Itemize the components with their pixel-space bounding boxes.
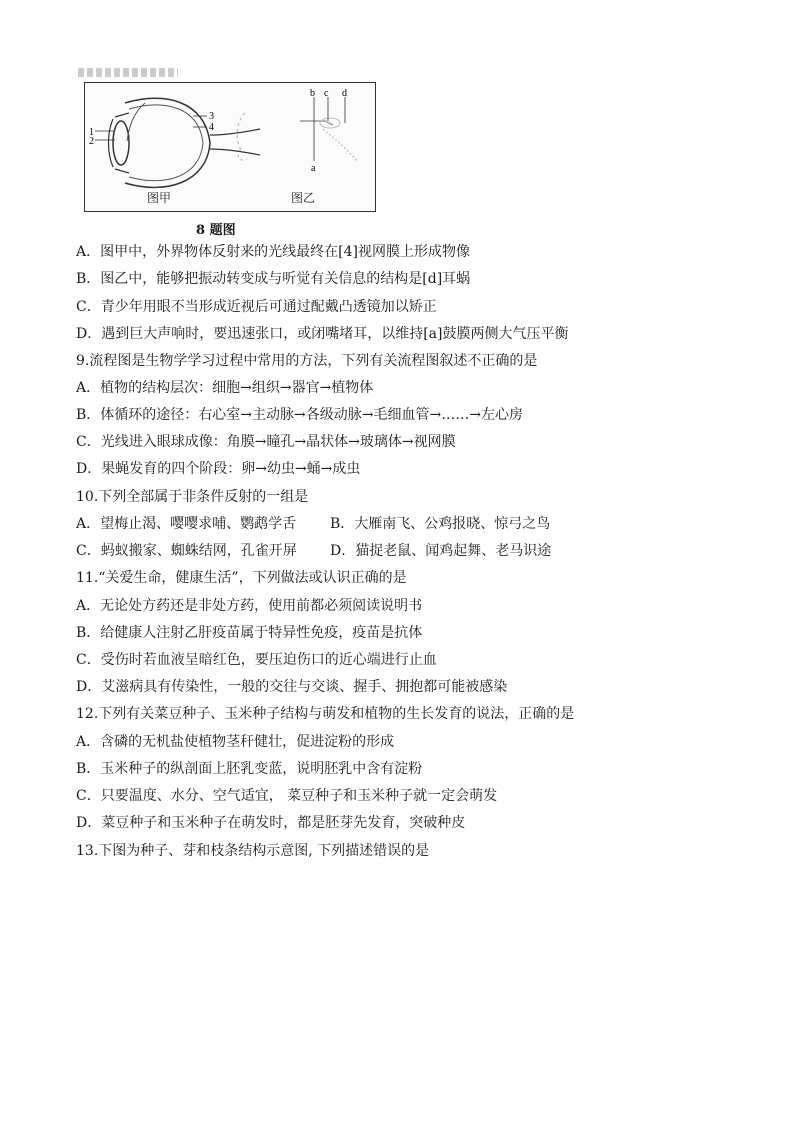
q9-stem: 9.流程图是生物学学习过程中常用的方法，下列有关流程图叙述不正确的是 bbox=[76, 353, 538, 369]
q11-option-a: A．无论处方药还是非处方药，使用前都必须阅读说明书 bbox=[76, 598, 423, 614]
question-8-figure bbox=[84, 82, 376, 212]
cropped-text-fragment bbox=[78, 68, 178, 77]
q10-option-b: B．大雁南飞、公鸡报晓、惊弓之鸟 bbox=[330, 516, 551, 532]
q12-option-d: D．菜豆种子和玉米种子在萌发时，都是胚芽先发育，突破种皮 bbox=[76, 815, 466, 831]
q8-option-c: C．青少年用眼不当形成近视后可通过配戴凸透镜加以矫正 bbox=[76, 299, 437, 315]
q10-option-c: C．蚂蚁搬家、蜘蛛结网，孔雀开屏 bbox=[76, 543, 297, 559]
eye-label-2: 2 bbox=[89, 136, 94, 147]
q11-stem: 11.“关爱生命，健康生活”，下列做法或认识正确的是 bbox=[76, 570, 407, 586]
eye-diagram bbox=[89, 98, 260, 187]
ear-label-d: d bbox=[342, 88, 347, 99]
figure-label-right: 图乙 bbox=[291, 191, 316, 205]
q9-option-c: C．光线进入眼球成像：角膜→瞳孔→晶状体→玻璃体→视网膜 bbox=[76, 434, 456, 450]
q12-stem: 12.下列有关菜豆种子、玉米种子结构与萌发和植物的生长发育的说法，正确的是 bbox=[76, 706, 575, 722]
q11-option-c: C．受伤时若血液呈暗红色，要压迫伤口的近心端进行止血 bbox=[76, 652, 437, 668]
eye-label-1: 1 bbox=[89, 127, 94, 138]
q9-option-b: B．体循环的途径：右心室→主动脉→各级动脉→毛细血管→……→左心房 bbox=[76, 407, 523, 423]
q10-option-d: D．猫捉老鼠、闻鸡起舞、老马识途 bbox=[330, 543, 552, 559]
q11-option-d: D．艾滋病具有传染性，一般的交往与交谈、握手、拥抱都可能被感染 bbox=[76, 679, 508, 695]
q13-stem: 13.下图为种子、芽和枝条结构示意图, 下列描述错误的是 bbox=[76, 843, 430, 859]
q12-option-a: A．含磷的无机盐使植物茎秆健壮，促进淀粉的形成 bbox=[76, 734, 395, 750]
q10-stem: 10.下列全部属于非条件反射的一组是 bbox=[76, 489, 309, 505]
q9-option-d: D．果蝇发育的四个阶段：卵→幼虫→蛹→成虫 bbox=[76, 461, 361, 477]
ear-label-b: b bbox=[310, 88, 315, 99]
ear-label-a: a bbox=[311, 163, 316, 174]
q9-option-a: A．植物的结构层次：细胞→组织→器官→植物体 bbox=[76, 380, 374, 396]
q12-option-b: B．玉米种子的纵剖面上胚乳变蓝，说明胚乳中含有淀粉 bbox=[76, 761, 423, 777]
figure-label-left: 图甲 bbox=[147, 191, 172, 205]
eye-label-3: 3 bbox=[209, 111, 214, 122]
figure-caption: 8 题图 bbox=[196, 223, 236, 238]
eye-label-4: 4 bbox=[209, 122, 214, 133]
q8-option-a: A．图甲中，外界物体反射来的光线最终在[4]视网膜上形成物像 bbox=[76, 244, 470, 260]
q10-option-a: A．望梅止渴、嘤嘤求哺、鹦鹉学舌 bbox=[76, 516, 297, 532]
q8-option-b: B．图乙中，能够把振动转变成与听觉有关信息的结构是[d]耳蜗 bbox=[76, 271, 471, 287]
ear-label-c: c bbox=[324, 88, 329, 99]
q12-option-c: C．只要温度、水分、空气适宜， 菜豆种子和玉米种子就一定会萌发 bbox=[76, 788, 498, 804]
q8-option-d: D．遇到巨大声响时，要迅速张口，或闭嘴堵耳，以维持[a]鼓膜两侧大气压平衡 bbox=[76, 326, 569, 342]
eye-and-ear-diagram bbox=[85, 83, 375, 211]
q11-option-b: B．给健康人注射乙肝疫苗属于特异性免疫，疫苗是抗体 bbox=[76, 625, 423, 641]
